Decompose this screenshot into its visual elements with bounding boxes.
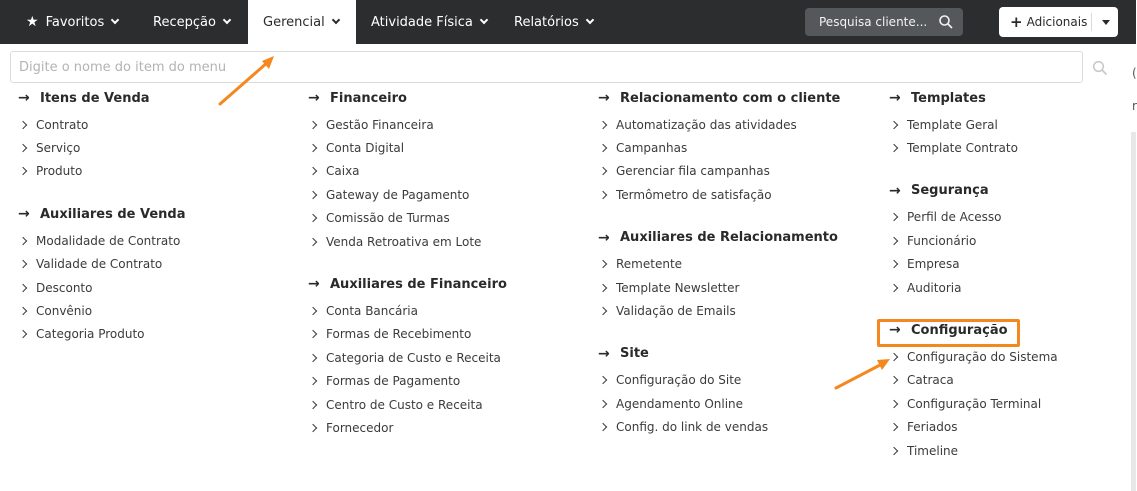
- adicionais-button[interactable]: [999, 7, 1118, 37]
- menu-search-input[interactable]: [10, 51, 1083, 83]
- menu-item-label: Feriados: [907, 420, 958, 435]
- nav-favoritos-label: Favoritos: [45, 14, 105, 30]
- chevron-right-icon: [309, 214, 317, 222]
- section-title: Auxiliares de Venda: [40, 206, 186, 222]
- chevron-down-icon: [223, 16, 231, 24]
- menu-item-label: Categoria Produto: [36, 327, 145, 342]
- adicionais-label: Adicionais: [1026, 15, 1088, 29]
- chevron-right-icon: [599, 423, 607, 431]
- search-icon[interactable]: [1092, 60, 1108, 76]
- menu-item-label: Formas de Pagamento: [326, 374, 461, 389]
- menu-item-catraca[interactable]: [889, 369, 1058, 392]
- menu-item-label: Agendamento Online: [616, 396, 744, 411]
- menu-item-validade-de-contrato[interactable]: [18, 253, 185, 276]
- chevron-down-icon: [111, 16, 119, 24]
- nav-gerencial-label: Gerencial: [263, 14, 325, 30]
- chevron-right-icon: [890, 353, 898, 361]
- chevron-right-icon: [599, 260, 607, 268]
- chevron-right-icon: [599, 144, 607, 152]
- menu-item-label: Campanhas: [616, 141, 688, 156]
- menu-item-label: Config. do link de vendas: [616, 420, 769, 435]
- menu-item-label: Auditoria: [907, 280, 962, 295]
- menu-item-template-contrato[interactable]: [889, 136, 1058, 159]
- nav-recepcao[interactable]: [153, 0, 230, 44]
- chevron-right-icon: [599, 167, 607, 175]
- menu-item-caixa[interactable]: [308, 160, 507, 183]
- arrow-right-icon: →: [889, 90, 901, 106]
- chevron-right-icon: [890, 213, 898, 221]
- chevron-right-icon: [309, 424, 317, 432]
- menu-item-label: Empresa: [907, 257, 960, 272]
- chevron-down-icon: [480, 16, 488, 24]
- menu-item-configuracao-do-sistema[interactable]: [889, 345, 1058, 368]
- menu-item-validacao-de-emails[interactable]: [598, 299, 840, 322]
- menu-item-label: Categoria de Custo e Receita: [326, 350, 501, 365]
- section-title: Site: [620, 346, 649, 362]
- menu-item-conta-digital[interactable]: [308, 136, 507, 159]
- chevron-right-icon: [599, 191, 607, 199]
- menu-item-label: Termômetro de satisfação: [616, 187, 772, 202]
- section-seguranca: [889, 180, 1058, 202]
- client-search-field[interactable]: [805, 8, 963, 36]
- section-title: Financeiro: [330, 90, 407, 106]
- chevron-right-icon: [309, 167, 317, 175]
- menu-item-campanhas[interactable]: [598, 136, 840, 159]
- menu-item-convenio[interactable]: [18, 299, 185, 322]
- chevron-right-icon: [309, 330, 317, 338]
- section-templates: [889, 87, 1058, 109]
- menu-item-perfil-de-acesso[interactable]: [889, 206, 1058, 229]
- arrow-right-icon: →: [308, 276, 320, 293]
- menu-column-4: [889, 87, 1058, 462]
- chevron-right-icon: [309, 377, 317, 385]
- section-itens-de-venda: [18, 87, 185, 109]
- menu-item-gerenciar-fila-campanhas[interactable]: [598, 160, 840, 183]
- menu-item-config-link-de-vendas[interactable]: [598, 416, 840, 439]
- menu-item-template-newsletter[interactable]: [598, 276, 840, 299]
- menu-item-label: Configuração do Sistema: [907, 350, 1058, 365]
- menu-item-label: Venda Retroativa em Lote: [326, 234, 482, 249]
- menu-item-comissao-de-turmas[interactable]: [308, 207, 507, 230]
- menu-item-label: Contrato: [36, 117, 89, 132]
- menu-item-label: Template Newsletter: [616, 280, 740, 295]
- menu-item-label: Configuração Terminal: [907, 396, 1042, 411]
- chevron-right-icon: [19, 283, 27, 291]
- chevron-right-icon: [19, 260, 27, 268]
- client-search-text: Pesquisa cliente...: [819, 15, 928, 29]
- chevron-right-icon: [890, 260, 898, 268]
- chevron-right-icon: [309, 144, 317, 152]
- section-title: Auxiliares de Relacionamento: [620, 230, 838, 246]
- menu-item-funcionario[interactable]: [889, 229, 1058, 252]
- menu-item-desconto[interactable]: [18, 276, 185, 299]
- section-title: Templates: [911, 90, 986, 106]
- chevron-down-icon: [331, 16, 339, 24]
- menu-item-configuracao-terminal[interactable]: [889, 392, 1058, 415]
- chevron-right-icon: [599, 376, 607, 384]
- chevron-right-icon: [599, 120, 607, 128]
- arrow-right-icon: →: [18, 90, 30, 106]
- button-divider: [1091, 13, 1092, 31]
- menu-item-template-geral[interactable]: [889, 113, 1058, 136]
- menu-item-label: Produto: [36, 164, 83, 179]
- chevron-right-icon: [309, 354, 317, 362]
- menu-item-contrato[interactable]: [18, 113, 185, 136]
- section-relacionamento-com-o-cliente: [598, 87, 840, 109]
- menu-item-produto[interactable]: [18, 160, 185, 183]
- arrow-right-icon: →: [889, 182, 901, 199]
- nav-favoritos[interactable]: [26, 0, 118, 44]
- arrow-right-icon: →: [889, 322, 901, 339]
- chevron-right-icon: [19, 307, 27, 315]
- menu-item-label: Template Geral: [907, 117, 998, 132]
- menu-item-label: Comissão de Turmas: [326, 211, 450, 226]
- menu-item-label: Desconto: [36, 280, 93, 295]
- scrollbar[interactable]: [1131, 132, 1136, 491]
- section-title: Itens de Venda: [40, 90, 150, 106]
- arrow-right-icon: →: [18, 206, 30, 223]
- cut-off-fragment: r: [1132, 99, 1137, 113]
- nav-atividade-label: Atividade Física: [371, 14, 473, 30]
- menu-item-gateway-de-pagamento[interactable]: [308, 183, 507, 206]
- arrow-right-icon: →: [598, 229, 610, 246]
- nav-relatorios[interactable]: [514, 0, 593, 44]
- menu-item-categoria-de-custo-e-receita[interactable]: [308, 346, 507, 369]
- chevron-right-icon: [890, 120, 898, 128]
- nav-atividade-fisica[interactable]: [371, 0, 487, 44]
- menu-item-categoria-produto[interactable]: [18, 323, 185, 346]
- menu-item-configuracao-do-site[interactable]: [598, 369, 840, 392]
- menu-item-label: Conta Bancária: [326, 304, 418, 319]
- arrow-right-icon: →: [598, 345, 610, 362]
- chevron-right-icon: [19, 144, 27, 152]
- menu-column-3: [598, 87, 840, 439]
- menu-item-termometro-de-satisfacao[interactable]: [598, 183, 840, 206]
- chevron-right-icon: [309, 400, 317, 408]
- menu-item-label: Convênio: [36, 304, 93, 319]
- chevron-right-icon: [19, 237, 27, 245]
- chevron-right-icon: [599, 307, 607, 315]
- menu-item-label: Gestão Financeira: [326, 117, 434, 132]
- section-auxiliares-de-financeiro: [308, 273, 507, 295]
- menu-item-label: Automatização das atividades: [616, 117, 797, 132]
- search-icon: [938, 14, 954, 30]
- chevron-down-icon: [586, 16, 594, 24]
- menu-item-fornecedor[interactable]: [308, 416, 507, 439]
- menu-item-servico[interactable]: [18, 136, 185, 159]
- menu-item-label: Modalidade de Contrato: [36, 233, 181, 248]
- menu-item-modalidade-de-contrato[interactable]: [18, 229, 185, 252]
- menu-item-label: Template Contrato: [907, 141, 1018, 156]
- section-auxiliares-de-venda: [18, 203, 185, 225]
- menu-item-label: Centro de Custo e Receita: [326, 397, 483, 412]
- menu-item-conta-bancaria[interactable]: [308, 299, 507, 322]
- chevron-right-icon: [890, 446, 898, 454]
- chevron-right-icon: [890, 144, 898, 152]
- menu-item-label: Serviço: [36, 141, 81, 156]
- star-icon: ★: [26, 14, 39, 30]
- nav-recepcao-label: Recepção: [153, 14, 216, 30]
- arrow-right-icon: →: [598, 90, 610, 106]
- menu-item-feriados[interactable]: [889, 416, 1058, 439]
- menu-column-2: [308, 87, 507, 440]
- menu-item-label: Formas de Recebimento: [326, 327, 472, 342]
- menu-item-label: Gerenciar fila campanhas: [616, 164, 770, 179]
- menu-item-label: Configuração do Site: [616, 373, 742, 388]
- menu-item-label: Timeline: [907, 443, 959, 458]
- menu-item-formas-de-pagamento[interactable]: [308, 370, 507, 393]
- chevron-right-icon: [309, 237, 317, 245]
- section-auxiliares-de-relacionamento: [598, 227, 840, 249]
- chevron-right-icon: [309, 191, 317, 199]
- nav-gerencial[interactable]: [248, 0, 356, 44]
- section-financeiro: [308, 87, 507, 109]
- menu-column-1: [18, 87, 185, 346]
- chevron-right-icon: [309, 120, 317, 128]
- chevron-right-icon: [19, 167, 27, 175]
- chevron-right-icon: [890, 400, 898, 408]
- menu-item-formas-de-recebimento[interactable]: [308, 323, 507, 346]
- menu-item-label: Caixa: [326, 164, 360, 179]
- chevron-right-icon: [599, 400, 607, 408]
- menu-item-centro-de-custo-e-receita[interactable]: [308, 393, 507, 416]
- plus-icon: +: [1010, 13, 1023, 31]
- menu-item-gestao-financeira[interactable]: [308, 113, 507, 136]
- section-title: Segurança: [911, 183, 989, 199]
- menu-item-label: Perfil de Acesso: [907, 210, 1002, 225]
- caret-down-icon[interactable]: [1102, 20, 1110, 25]
- chevron-right-icon: [19, 120, 27, 128]
- menu-item-label: Validade de Contrato: [36, 257, 163, 272]
- menu-item-empresa[interactable]: [889, 253, 1058, 276]
- menu-item-timeline[interactable]: [889, 439, 1058, 462]
- menu-item-automatizacao-das-atividades[interactable]: [598, 113, 840, 136]
- menu-item-remetente[interactable]: [598, 253, 840, 276]
- section-site: [598, 343, 840, 365]
- menu-item-label: Remetente: [616, 257, 683, 272]
- chevron-right-icon: [599, 283, 607, 291]
- chevron-right-icon: [890, 237, 898, 245]
- chevron-right-icon: [890, 283, 898, 291]
- chevron-right-icon: [890, 423, 898, 431]
- configuracao-highlight-box: [877, 319, 1020, 347]
- section-title: Configuração: [911, 322, 1008, 338]
- arrow-right-icon: →: [308, 90, 320, 106]
- nav-relatorios-label: Relatórios: [514, 14, 579, 30]
- menu-item-label: Funcionário: [907, 233, 977, 248]
- chevron-right-icon: [890, 376, 898, 384]
- section-title: Auxiliares de Financeiro: [330, 276, 507, 292]
- menu-item-label: Conta Digital: [326, 141, 405, 156]
- menu-item-label: Fornecedor: [326, 420, 394, 435]
- section-title: Relacionamento com o cliente: [620, 90, 841, 106]
- chevron-right-icon: [309, 307, 317, 315]
- chevron-right-icon: [19, 330, 27, 338]
- menu-item-label: Catraca: [907, 373, 954, 388]
- top-nav-bar: [0, 0, 1136, 44]
- menu-item-venda-retroativa-em-lote[interactable]: [308, 230, 507, 253]
- menu-item-label: Gateway de Pagamento: [326, 187, 470, 202]
- cut-off-fragment: (: [1132, 66, 1137, 80]
- menu-item-auditoria[interactable]: [889, 276, 1058, 299]
- menu-item-agendamento-online[interactable]: [598, 392, 840, 415]
- menu-item-label: Validação de Emails: [616, 304, 736, 319]
